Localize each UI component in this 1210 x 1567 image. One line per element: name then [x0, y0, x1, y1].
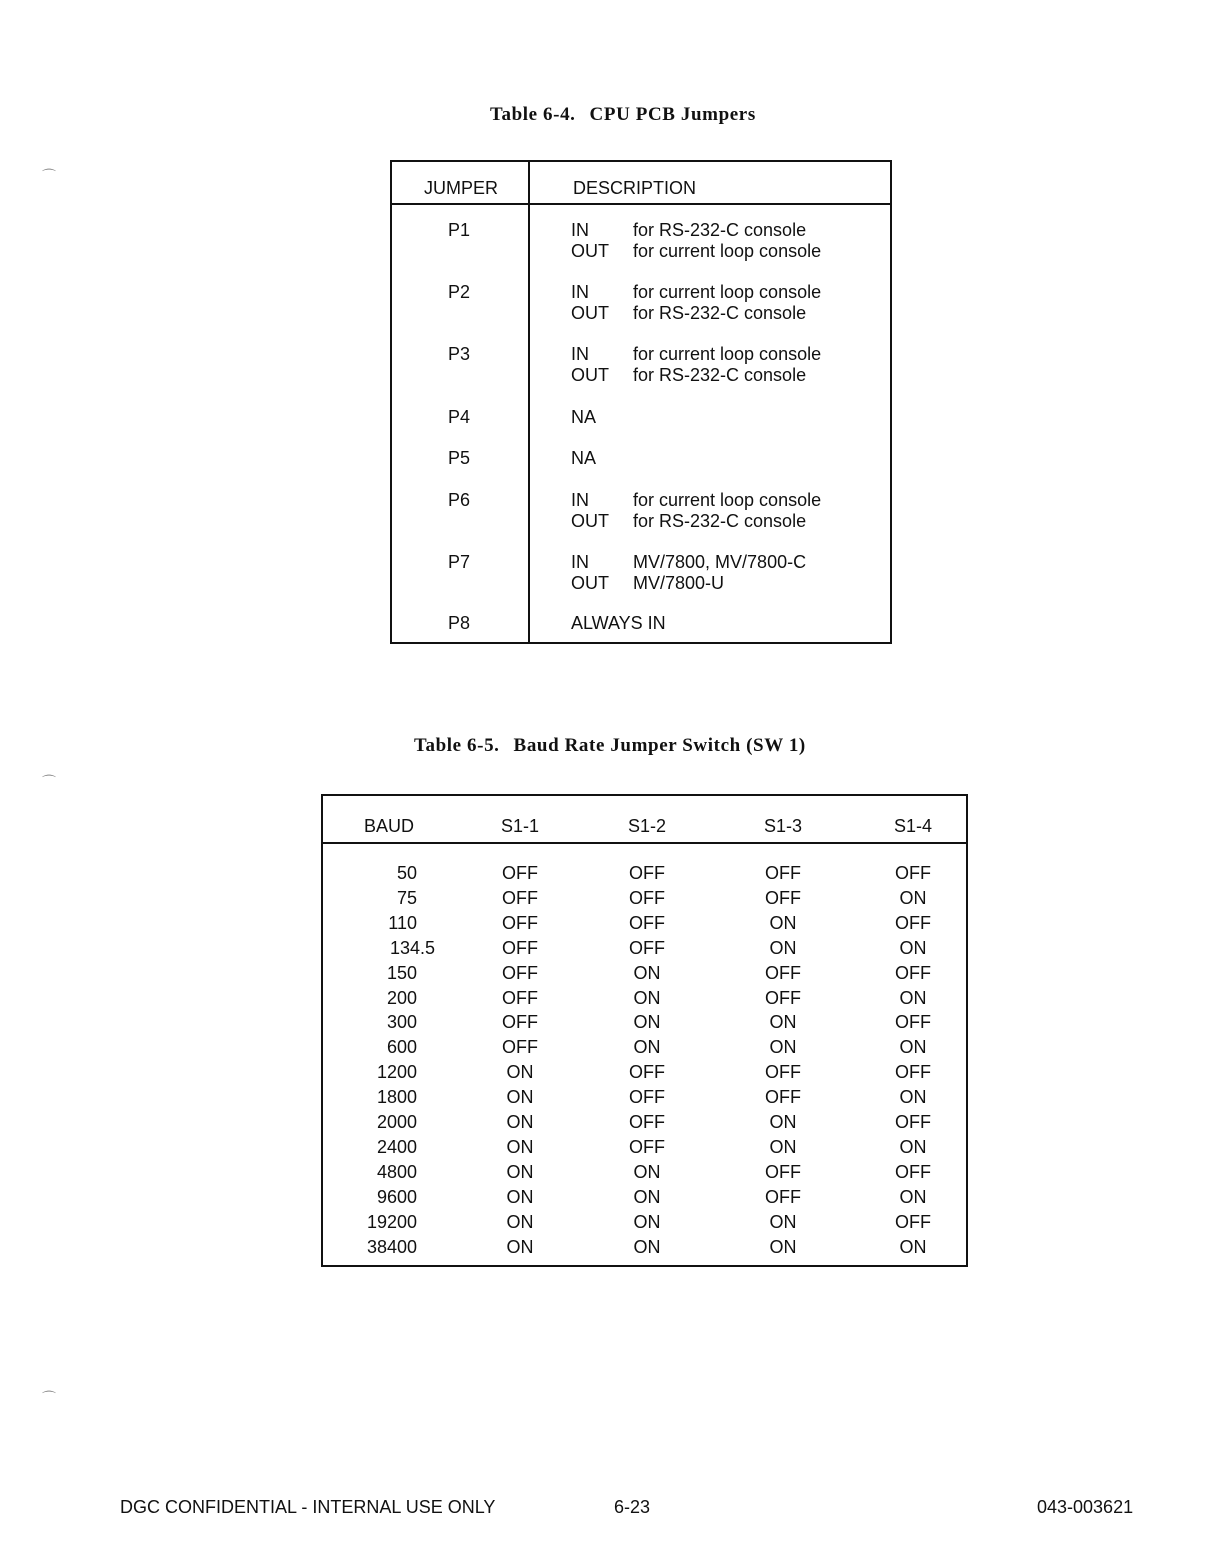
baud-value: 38400: [366, 1236, 417, 1257]
baud-value: 1800: [376, 1087, 417, 1108]
baud-value: 9600: [376, 1186, 417, 1207]
s1-1-value: OFF: [502, 887, 538, 908]
s1-2-value: ON: [633, 1236, 661, 1257]
table-6-4-caption-title: CPU PCB Jumpers: [589, 104, 756, 125]
s1-3-value: ON: [769, 1211, 797, 1232]
baud-value: 200: [386, 987, 417, 1008]
s1-2-value: ON: [633, 1037, 661, 1058]
baud-value: 75: [396, 887, 417, 908]
s1-1-value: OFF: [502, 962, 538, 983]
baud-value: 2000: [376, 1112, 417, 1132]
column-divider: [528, 162, 530, 642]
s1-1-value: ON: [506, 1161, 534, 1182]
jumper-note: for current loop console: [633, 344, 822, 364]
jumper-note: MV/7800, MV/7800-C: [633, 552, 807, 572]
jumper-state: OUT: [571, 511, 609, 531]
s1-3-value: OFF: [765, 887, 801, 908]
header-s1-3: S1-3: [763, 816, 803, 836]
s1-4-value: ON: [899, 1087, 927, 1108]
jumper-id: P8: [448, 613, 471, 633]
jumper-note: for RS-232-C console: [633, 303, 807, 323]
s1-4-value: ON: [899, 1186, 927, 1207]
baud-row: [323, 1111, 966, 1136]
s1-3-value: OFF: [765, 863, 801, 883]
baud-row: [323, 887, 966, 912]
baud-value: 50: [396, 863, 417, 883]
baud-value: 19200: [366, 1211, 417, 1232]
baud-value: 150: [386, 962, 417, 983]
s1-2-value: ON: [633, 1186, 661, 1207]
s1-1-value: ON: [506, 1112, 534, 1132]
baud-row: [323, 1036, 966, 1061]
baud-row: [323, 1236, 966, 1261]
jumper-state: ALWAYS IN: [571, 613, 666, 633]
jumper-state: OUT: [571, 365, 609, 385]
baud-value: 1200: [376, 1062, 417, 1083]
jumper-id: P2: [448, 282, 471, 302]
jumper-id: P6: [448, 490, 471, 510]
s1-1-value: ON: [506, 1136, 534, 1157]
s1-2-value: OFF: [629, 1062, 665, 1083]
baud-row: [323, 1086, 966, 1111]
baud-row: [323, 937, 966, 962]
s1-2-value: ON: [633, 1161, 661, 1182]
s1-3-value: OFF: [765, 1161, 801, 1182]
baud-row: [323, 1061, 966, 1086]
s1-4-value: OFF: [895, 1112, 931, 1132]
s1-4-value: OFF: [895, 1012, 931, 1033]
s1-2-value: ON: [633, 962, 661, 983]
jumper-note: for RS-232-C console: [633, 511, 807, 531]
jumper-state: OUT: [571, 241, 609, 261]
s1-2-value: OFF: [629, 1112, 665, 1132]
jumper-id: P4: [448, 407, 471, 427]
s1-1-value: OFF: [502, 863, 538, 883]
header-divider: [323, 842, 966, 844]
s1-3-value: OFF: [765, 1062, 801, 1083]
s1-4-value: ON: [899, 1037, 927, 1058]
s1-3-value: ON: [769, 1012, 797, 1033]
jumper-note: for current loop console: [633, 490, 822, 510]
table-6-5-caption-number: Table 6-5.: [414, 735, 500, 756]
header-baud: BAUD: [364, 816, 415, 836]
binder-hole-mark: ⌒: [42, 1390, 56, 1406]
s1-2-value: OFF: [629, 1136, 665, 1157]
baud-value: 2400: [376, 1136, 417, 1157]
binder-hole-mark: ⌒: [42, 168, 56, 184]
baud-value: 110: [388, 912, 417, 933]
s1-3-value: ON: [769, 1112, 797, 1132]
s1-3-value: ON: [769, 1136, 797, 1157]
s1-2-value: ON: [633, 1012, 661, 1033]
table-6-5-caption-title: Baud Rate Jumper Switch (SW 1): [513, 735, 806, 756]
s1-4-value: OFF: [895, 1161, 931, 1182]
s1-2-value: OFF: [629, 937, 665, 958]
jumper-state: OUT: [571, 303, 609, 323]
s1-2-value: ON: [633, 987, 661, 1008]
table-6-4-caption-number: Table 6-4.: [490, 104, 576, 125]
s1-1-value: ON: [506, 1186, 534, 1207]
s1-3-value: OFF: [765, 1186, 801, 1207]
jumper-note: for RS-232-C console: [633, 365, 807, 385]
s1-2-value: OFF: [629, 863, 665, 883]
baud-row: [323, 1161, 966, 1186]
jumper-state: IN: [571, 490, 589, 510]
s1-1-value: OFF: [502, 1037, 538, 1058]
jumper-state: IN: [571, 220, 589, 240]
s1-4-value: OFF: [895, 912, 931, 933]
jumper-state: IN: [571, 552, 589, 572]
s1-3-value: ON: [769, 1037, 797, 1058]
baud-row: [323, 1186, 966, 1211]
s1-4-value: ON: [899, 1236, 927, 1257]
baud-value: 600: [386, 1037, 417, 1058]
s1-4-value: OFF: [895, 1211, 931, 1232]
footer-confidential: DGC CONFIDENTIAL - INTERNAL USE ONLY: [120, 1497, 496, 1517]
cpu-pcb-jumpers-table: [390, 160, 892, 644]
header-s1-1: S1-1: [500, 816, 540, 836]
s1-2-value: OFF: [629, 1087, 665, 1108]
jumper-note: for current loop console: [633, 241, 822, 261]
baud-row: [323, 1136, 966, 1161]
jumper-state: NA: [571, 407, 597, 427]
s1-1-value: ON: [506, 1236, 534, 1257]
baud-value: 134.5: [389, 937, 435, 958]
s1-3-value: ON: [769, 912, 797, 933]
jumper-id: P5: [448, 448, 471, 468]
baud-row: [323, 862, 966, 887]
jumper-note: MV/7800-U: [633, 573, 725, 593]
jumper-state: OUT: [571, 573, 609, 593]
header-s1-2: S1-2: [627, 816, 667, 836]
s1-4-value: ON: [899, 937, 927, 958]
header-description: DESCRIPTION: [573, 178, 697, 198]
s1-1-value: ON: [506, 1211, 534, 1232]
jumper-id: P3: [448, 344, 471, 364]
s1-1-value: OFF: [502, 937, 538, 958]
s1-4-value: OFF: [895, 863, 931, 883]
baud-value: 4800: [376, 1161, 417, 1182]
s1-4-value: ON: [899, 987, 927, 1008]
header-jumper: JUMPER: [424, 178, 499, 198]
s1-4-value: OFF: [895, 962, 931, 983]
s1-2-value: ON: [633, 1211, 661, 1232]
s1-3-value: OFF: [765, 1087, 801, 1108]
jumper-note: for current loop console: [633, 282, 822, 302]
s1-3-value: ON: [769, 1236, 797, 1257]
jumper-id: P7: [448, 552, 471, 572]
s1-3-value: ON: [769, 937, 797, 958]
jumper-id: P1: [448, 220, 471, 240]
s1-1-value: OFF: [502, 987, 538, 1008]
s1-1-value: ON: [506, 1087, 534, 1108]
baud-row: [323, 912, 966, 937]
jumper-state: IN: [571, 344, 589, 364]
baud-row: [323, 1211, 966, 1236]
jumper-state: IN: [571, 282, 589, 302]
s1-4-value: ON: [899, 887, 927, 908]
baud-row: [323, 962, 966, 987]
baud-rate-switch-table: [321, 794, 968, 1267]
footer-page-number: 6-23: [614, 1497, 651, 1517]
binder-hole-mark: ⌒: [42, 774, 56, 790]
table-6-4-caption: [490, 104, 756, 126]
s1-1-value: OFF: [502, 1012, 538, 1033]
jumper-state: NA: [571, 448, 597, 468]
header-divider: [392, 203, 890, 205]
s1-2-value: OFF: [629, 912, 665, 933]
s1-3-value: OFF: [765, 962, 801, 983]
table-6-5-caption: [414, 735, 806, 757]
baud-value: 300: [386, 1012, 417, 1033]
header-s1-4: S1-4: [893, 816, 933, 836]
s1-4-value: OFF: [895, 1062, 931, 1083]
s1-2-value: OFF: [629, 887, 665, 908]
jumper-note: for RS-232-C console: [633, 220, 807, 240]
s1-1-value: ON: [506, 1062, 534, 1083]
baud-row: [323, 987, 966, 1012]
s1-4-value: ON: [899, 1136, 927, 1157]
s1-3-value: OFF: [765, 987, 801, 1008]
s1-1-value: OFF: [502, 912, 538, 933]
baud-row: [323, 1011, 966, 1036]
footer-document-number: 043-003621: [1037, 1497, 1134, 1517]
